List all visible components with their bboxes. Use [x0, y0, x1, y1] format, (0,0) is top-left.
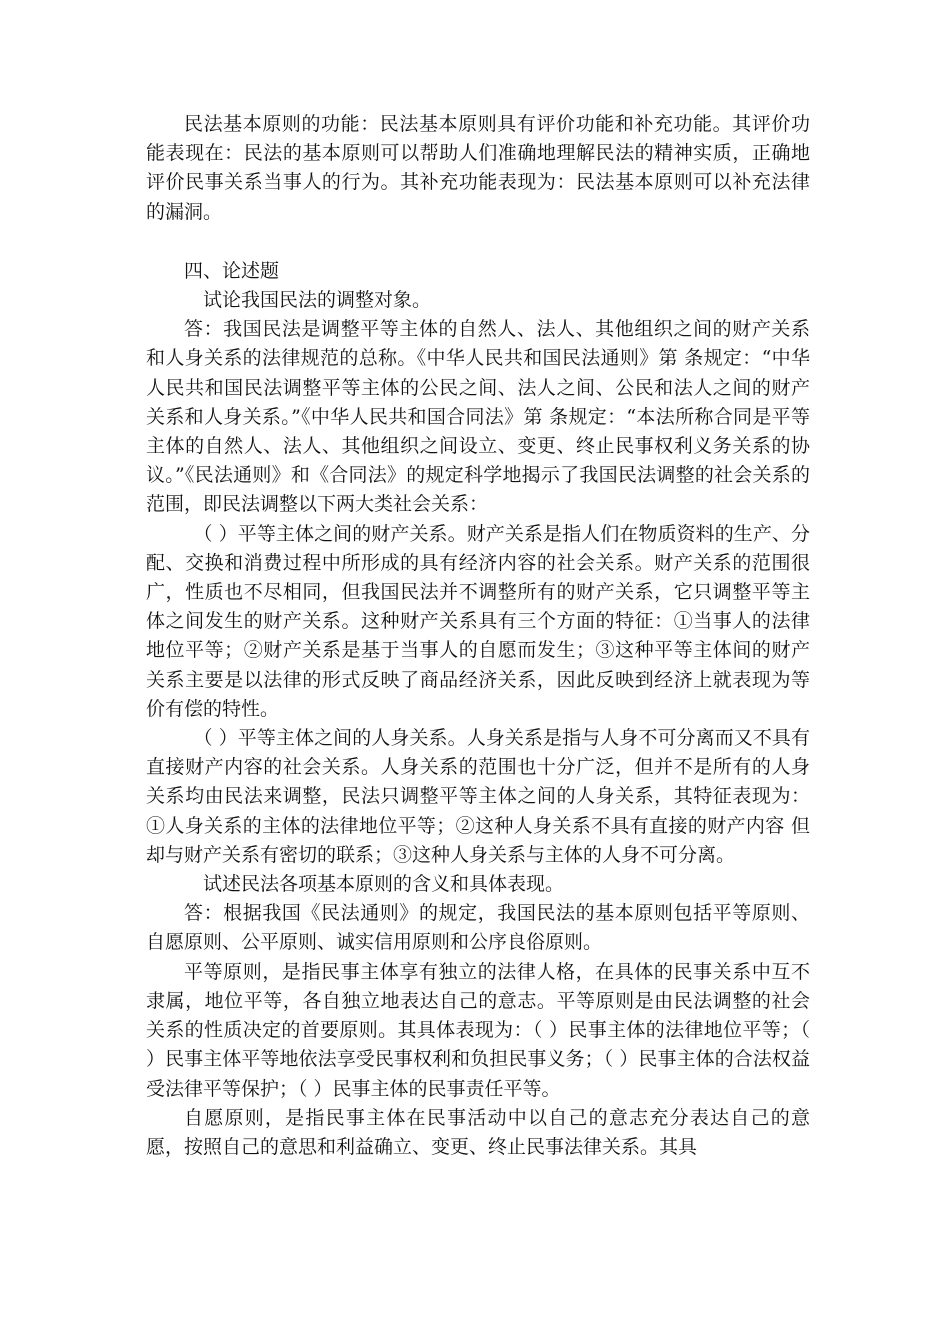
document-body: [146, 110, 810, 1162]
paragraph-principle-functions: 民法基本原则的功能：民法基本原则具有评价功能和补充功能。其评价功能表现在：民法的基本原则可以帮助人们准确地理解民法的精神实质，正确地评价民事关系当事人的行为。其补充功能表现为：民法基本原则可以补充法律的漏洞。: [146, 113, 810, 223]
paragraph-equality-principle: 平等原则，是指民事主体享有独立的法律人格，在具体的民事关系中互不隶属，地位平等，各自独立地表达自己的意志。平等原则是由民法调整的社会关系的性质决定的首要原则。其具体表现为：（ ）民事主体的法律地位平等；（ ）民事主体平等地依法享受民事权利和负担民事义务；（ ）民事主体的合法权益受法律平等保护；（ ）民事主体的民事责任平等。: [146, 960, 810, 1100]
question-adjustment-object: 试论我国民法的调整对象。: [203, 289, 432, 312]
answer-basic-principles: 答：根据我国《民法通则》的规定，我国民法的基本原则包括平等原则、自愿原则、公平原则、诚实信用原则和公序良俗原则。: [146, 902, 810, 954]
question-basic-principles: 试述民法各项基本原则的含义和具体表现。: [203, 873, 565, 896]
paragraph-gap: [146, 227, 810, 257]
list-item-personal-relations: （ ）平等主体之间的人身关系。人身关系是指与人身不可分离而又不具有直接财产内容的社会关系。人身关系的范围也十分广泛，但并不是所有的人身关系均由民法来调整，民法只调整平等主体之间的人身关系，其特征表现为：①人身关系的主体的法律地位平等；②这种人身关系不具有直接的财产内容 但却与财产关系有密切的联系；③这种人身关系与主体的人身不可分离。: [146, 727, 810, 866]
answer-adjustment-object: 答：我国民法是调整平等主体的自然人、法人、其他组织之间的财产关系和人身关系的法律规范的总称。《中华人民共和国民法通则》第 条规定：“中华人民共和国民法调整平等主体的公民之间、法人之间、公民和法人之间的财产关系和人身关系。”《中华人民共和国合同法》第 条规定：“本法所称合同是平等主体的自然人、法人、其他组织之间设立、变更、终止民事权利义务关系的协议。”《民法通则》和《合同法》的规定科学地揭示了我国民法调整的社会关系的范围，即民法调整以下两大类社会关系：: [146, 318, 810, 516]
section-heading-essay-questions: 四、论述题: [184, 259, 280, 282]
list-item-property-relations: （ ）平等主体之间的财产关系。财产关系是指人们在物质资料的生产、分配、交换和消费过程中所形成的具有经济内容的社会关系。财产关系的范围很广，性质也不尽相同，但我国民法并不调整所有的财产关系，它只调整平等主体之间发生的财产关系。这种财产关系具有三个方面的特征：①当事人的法律地位平等；②财产关系是基于当事人的自愿而发生；③这种平等主体间的财产关系主要是以法律的形式反映了商品经济关系，因此反映到经济上就表现为等价有偿的特性。: [146, 522, 810, 720]
paragraph-voluntary-principle: 自愿原则，是指民事主体在民事活动中以自己的意志充分表达自己的意愿，按照自己的意思和利益确立、变更、终止民事法律关系。其具: [146, 1106, 810, 1158]
